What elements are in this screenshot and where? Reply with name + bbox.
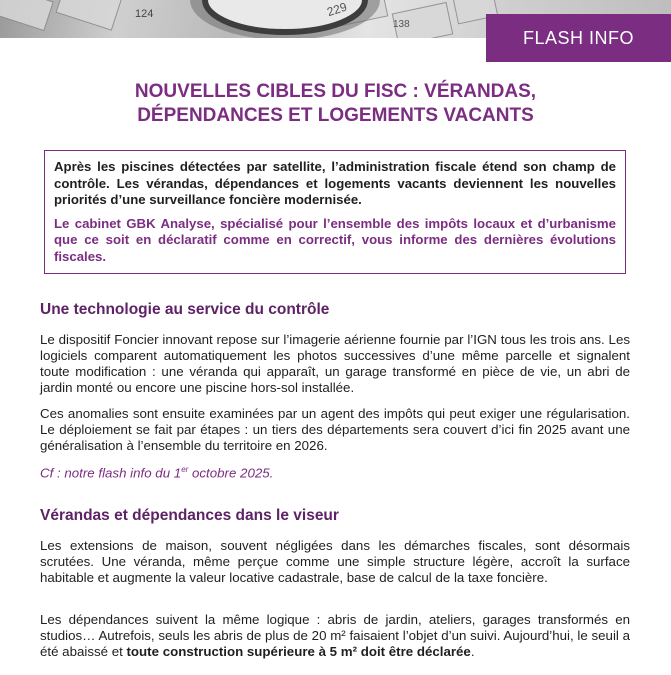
note-text: Cf : notre flash info du 1: [40, 465, 182, 481]
section2-paragraph-2-end: .: [470, 644, 475, 659]
page-title: [40, 80, 631, 128]
flash-info-badge: FLASH INFO: [486, 14, 671, 62]
flash-info-reference: [40, 465, 273, 480]
note-text-end: octobre 2025.: [188, 465, 274, 481]
note-superscript: er: [181, 465, 189, 474]
section2-paragraph-1: Les extensions de maison, souvent négligées dans les démarches fiscales, sont désormais scrutées. Une véranda, même perçue comme une simple structure légère, accroît la surface habitable et augmente la valeur locative cadastrale, base de calcul de la taxe foncière.: [40, 538, 630, 585]
photo-number-138: 138: [393, 19, 410, 30]
intro-cabinet: Le cabinet GBK Analyse, spécialisé pour l’ensemble des impôts locaux et d’urbanisme que ce soit en déclaratif comme en correctif, vous informe des dernières évolutions fiscales.: [54, 215, 616, 264]
intro-lead: Après les piscines détectées par satellite, l’administration fiscale étend son champ de contrôle. Les vérandas, dépendances et logements vacants deviennent les nouvelles priorités d’une surveillance foncière modernisée.: [54, 159, 616, 207]
section2-paragraph-2-text: Les dépendances suivent la même logique : abris de jardin, ateliers, garages transformés en studios… Autrefois, seuls les abris de plus de 20 m² faisaient l’objet d’un suivi. Aujourd’hui, le seuil a été abaissé et: [40, 612, 630, 659]
intro-box: [44, 150, 626, 274]
section2-paragraph-2: [40, 612, 630, 660]
page-title-line-1: NOUVELLES CIBLES DU FISC : VÉRANDAS,: [134, 81, 537, 102]
section-heading-verandas: Vérandas et dépendances dans le viseur: [40, 507, 339, 524]
section-heading-technology: Une technologie au service du contrôle: [40, 301, 330, 318]
page-title-line-2: DÉPENDANCES ET LOGEMENTS VACANTS: [137, 105, 534, 126]
threshold-highlight: toute construction supérieure à 5 m² doit être déclarée: [126, 644, 471, 659]
photo-number-124: 124: [135, 8, 154, 20]
section1-paragraph-2: Ces anomalies sont ensuite examinées par un agent des impôts qui peut exiger une régularisation. Le déploiement se fait par étapes : un tiers des départements sera couvert d’ici fin 2025 avant une généralisation à l’ensemble du territoire en 2026.: [40, 406, 630, 453]
section1-paragraph-1: Le dispositif Foncier innovant repose sur l’imagerie aérienne fournie par l’IGN tous les trois ans. Les logiciels comparent automatiquement les photos successives d’une même parcelle et signalent toute modification : une véranda qui apparaît, un garage transformé en pièce de vie, un abri de jardin monté ou encore une piscine hors-sol installée.: [40, 332, 630, 395]
photo-number-229: 229: [325, 0, 349, 20]
